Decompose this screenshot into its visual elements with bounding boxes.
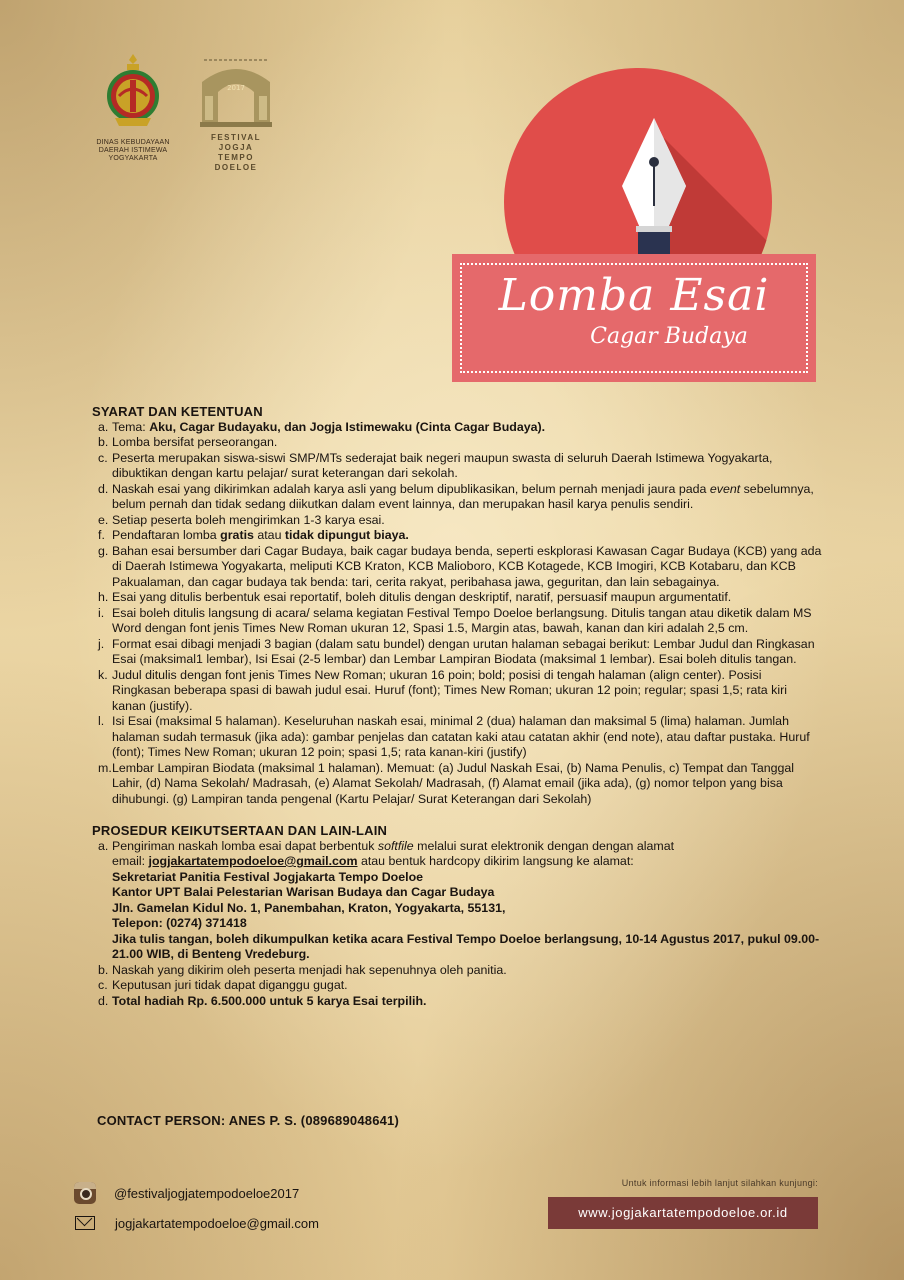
festival-caption-2: TEMPO DOELOE <box>214 153 258 172</box>
item-text: Keputusan juri tidak dapat diganggu gugat. <box>112 978 348 992</box>
list-marker: m. <box>98 760 112 775</box>
list-item <box>92 435 822 451</box>
syarat-list <box>92 420 822 808</box>
list-marker: a. <box>98 838 109 853</box>
list-marker: c. <box>98 450 108 465</box>
dinas-caption-2: DAERAH ISTIMEWA YOGYAKARTA <box>98 147 168 162</box>
item-bold: gratis <box>220 528 254 542</box>
item-text: Peserta merupakan siswa-siswi SMP/MTs sederajat baik negeri maupun swasta di seluruh Daerah Istimewa Yogyakarta, dibuktikan dengan kartu pelajar/ surat keterangan dari sekolah. <box>112 450 773 480</box>
list-marker: f. <box>98 528 105 542</box>
festival-caption-1: FESTIVAL JOGJA <box>210 133 262 152</box>
social-links <box>74 1180 319 1240</box>
prosedur-title: PROSEDUR KEIKUTSERTAAN DAN LAIN-LAIN <box>92 823 388 838</box>
hero-title: Lomba Esai <box>498 270 770 321</box>
list-item <box>92 978 822 994</box>
list-item <box>92 513 822 529</box>
item-text: Judul ditulis dengan font jenis Times New Roman; ukuran 16 poin; bold; posisi di tengah halaman (align center). Posisi Ringkasan beberapa spasi di bawah judul esai. Huruf (font); Times New Roman; ukuran 12 poin; regular; spasi 1,5; rata kiri kanan (justify). <box>112 667 787 713</box>
title-banner <box>452 254 816 382</box>
email-row[interactable] <box>74 1210 319 1236</box>
item-text: Pengiriman naskah lomba esai dapat berbentuk <box>112 838 378 853</box>
dinas-caption-1: DINAS KEBUDAYAAN <box>96 139 170 146</box>
list-item <box>92 761 822 808</box>
item-text: Naskah esai yang dikirimkan adalah karya asli yang belum dipublikasikan, belum pernah menjadi jaura pada <box>112 481 710 496</box>
hero-graphic <box>452 68 822 388</box>
coat-of-arms-icon <box>105 52 161 134</box>
item-text: email: <box>112 854 149 868</box>
gate-icon <box>196 52 276 128</box>
list-marker: b. <box>98 962 109 977</box>
item-text: melalui surat elektronik dengan dengan alamat <box>413 838 675 853</box>
list-item <box>92 544 822 591</box>
list-marker: a. <box>98 419 109 434</box>
list-item <box>92 714 822 761</box>
list-item <box>92 590 822 606</box>
list-marker: j. <box>98 636 105 651</box>
list-marker: d. <box>98 993 109 1008</box>
item-bold: tidak dipungut biaya. <box>284 528 409 542</box>
list-item <box>92 668 822 715</box>
item-text: Tema: <box>112 419 150 434</box>
item-text: Setiap peserta boleh mengirimkan 1-3 karya esai. <box>112 512 385 527</box>
item-text: atau bentuk hardcopy dikirim langsung ke alamat: <box>357 854 634 868</box>
more-info-text: Untuk informasi lebih lanjut silahkan kunjungi: <box>621 1178 818 1188</box>
list-item <box>92 963 822 979</box>
list-item <box>92 606 822 637</box>
list-marker: l. <box>98 714 105 728</box>
envelope-icon <box>75 1216 95 1230</box>
item-text: Pendaftaran lomba <box>112 528 221 542</box>
list-marker: b. <box>98 435 109 449</box>
list-marker: c. <box>98 978 108 992</box>
list-item <box>92 994 822 1010</box>
list-item <box>92 482 822 513</box>
list-marker: d. <box>98 481 109 496</box>
list-item <box>92 637 822 668</box>
list-item <box>92 451 822 482</box>
list-marker: e. <box>98 512 109 527</box>
website-link[interactable]: www.jogjakartatempodoeloe.or.id <box>548 1197 818 1229</box>
festival-year: 2017 <box>227 84 245 92</box>
list-marker: i. <box>98 605 105 620</box>
item-text: Naskah yang dikirim oleh peserta menjadi hak sepenuhnya oleh panitia. <box>112 962 507 977</box>
email-link[interactable]: jogjakartatempodoeloe@gmail.com <box>148 854 358 868</box>
item-text: sebelumnya, belum pernah dan tidak sedang diikutkan dalam event lainnya, dan merupakan hasil karya penulis sendiri. <box>112 481 814 511</box>
instagram-row[interactable] <box>74 1180 319 1206</box>
list-item <box>92 420 822 436</box>
prize-text: Total hadiah Rp. 6.500.000 untuk 5 karya Esai terpilih. <box>112 993 427 1008</box>
item-text: atau <box>253 528 285 542</box>
hero-subtitle: Cagar Budaya <box>590 324 748 349</box>
instagram-icon <box>74 1182 96 1204</box>
item-text: Bahan esai bersumber dari Cagar Budaya, baik cagar budaya benda, seperti eskplorasi Kawasan Cagar Budaya (KCB) yang ada di Daerah Istimewa Yogyakarta, meliputi KCB Kraton, KCB Malioboro, KCB Kotagede, KCB Imogiri, KCB Kotabaru, dan KCB Pakualaman, dan cagar budaya tak benda: tari, cerita rakyat, peribahasa jawa, geguritan, dan lain sebagainya. <box>112 543 822 589</box>
item-bold: Aku, Cagar Budayaku, dan Jogja Istimewaku (Cinta Cagar Budaya). <box>149 419 546 434</box>
list-marker: k. <box>98 667 108 682</box>
list-marker: g. <box>98 543 109 558</box>
instagram-handle[interactable]: @festivaljogjatempodoeloe2017 <box>114 1185 300 1201</box>
item-text: Format esai dibagi menjadi 3 bagian (dalam satu bundel) dengan urutan halaman sebagai berikut: Lembar Judul dan Ringkasan Esai (maksimal1 lembar), Isi Esai (2-5 lembar) dan Lembar Lampiran Biodata (maksimal 1 lembar). Esai boleh ditulis tangan. <box>112 636 815 666</box>
item-text: Esai boleh ditulis langsung di acara/ selama kegiatan Festival Tempo Doeloe berlangsung. Ditulis tangan atau diketik dalam MS Word dengan font jenis Times New Roman ukuran 12, Spasi 1.5, Margin atas, bawah, kanan dan kiri adalah 2,5 cm. <box>112 605 812 635</box>
main-content <box>92 404 822 1009</box>
header-logos <box>78 52 298 172</box>
phone-line: Telepon: (0274) 371418 <box>112 916 247 930</box>
list-marker: h. <box>98 590 109 604</box>
address-line: Jln. Gamelan Kidul No. 1, Panembahan, Kraton, Yogyakarta, 55131, <box>112 900 506 915</box>
footer-email[interactable]: jogjakartatempodoeloe@gmail.com <box>115 1215 319 1231</box>
address-line: Sekretariat Panitia Festival Jogjakarta Tempo Doeloe <box>112 869 424 884</box>
item-italic: softfile <box>377 838 414 853</box>
prosedur-list <box>92 839 822 1010</box>
festival-logo <box>196 52 276 173</box>
item-italic: event <box>709 481 741 496</box>
handwritten-note: Jika tulis tangan, boleh dikumpulkan ketika acara Festival Tempo Doeloe berlangsung, 10-14 Agustus 2017, pukul 09.00-21.00 WIB, di Benteng Vredeburg. <box>112 931 820 961</box>
item-text: Lembar Lampiran Biodata (maksimal 1 halaman). Memuat: (a) Judul Naskah Esai, (b) Nama Penulis, c) Tempat dan Tanggal Lahir, (d) Nama Sekolah/ Madrasah, (e) Alamat Sekolah/ Madrasah, (f) Alamat email (jika ada), (g) nomor telpon yang bisa dihubungi. (g) Lampiran tanda pengenal (Kartu Pelajar/ Surat Keterangan dari Sekolah) <box>112 760 795 806</box>
address-line: Kantor UPT Balai Pelestarian Warisan Budaya dan Cagar Budaya <box>112 885 495 899</box>
item-text: Isi Esai (maksimal 5 halaman). Keseluruhan naskah esai, minimal 2 (dua) halaman dan maksimal 5 (lima) halaman. Jumlah halaman sudah termasuk (jika ada): gambar penjelas dan catatan kaki atau catatan akhir (end note), atau daftar pustaka. Huruf (font); Times New Roman; ukuran 12 poin; spasi 1,5; rata kanan-kiri (justify) <box>112 714 810 759</box>
list-item <box>92 839 822 963</box>
dinas-kebudayaan-logo <box>78 52 188 163</box>
contact-person: CONTACT PERSON: ANES P. S. (089689048641) <box>97 1113 400 1128</box>
list-item <box>92 528 822 544</box>
syarat-title: SYARAT DAN KETENTUAN <box>92 404 263 419</box>
item-text: Lomba bersifat perseorangan. <box>112 435 278 449</box>
item-text: Esai yang ditulis berbentuk esai reportatif, boleh ditulis dengan deskriptif, naratif, persuasif maupun argumentatif. <box>112 590 732 604</box>
